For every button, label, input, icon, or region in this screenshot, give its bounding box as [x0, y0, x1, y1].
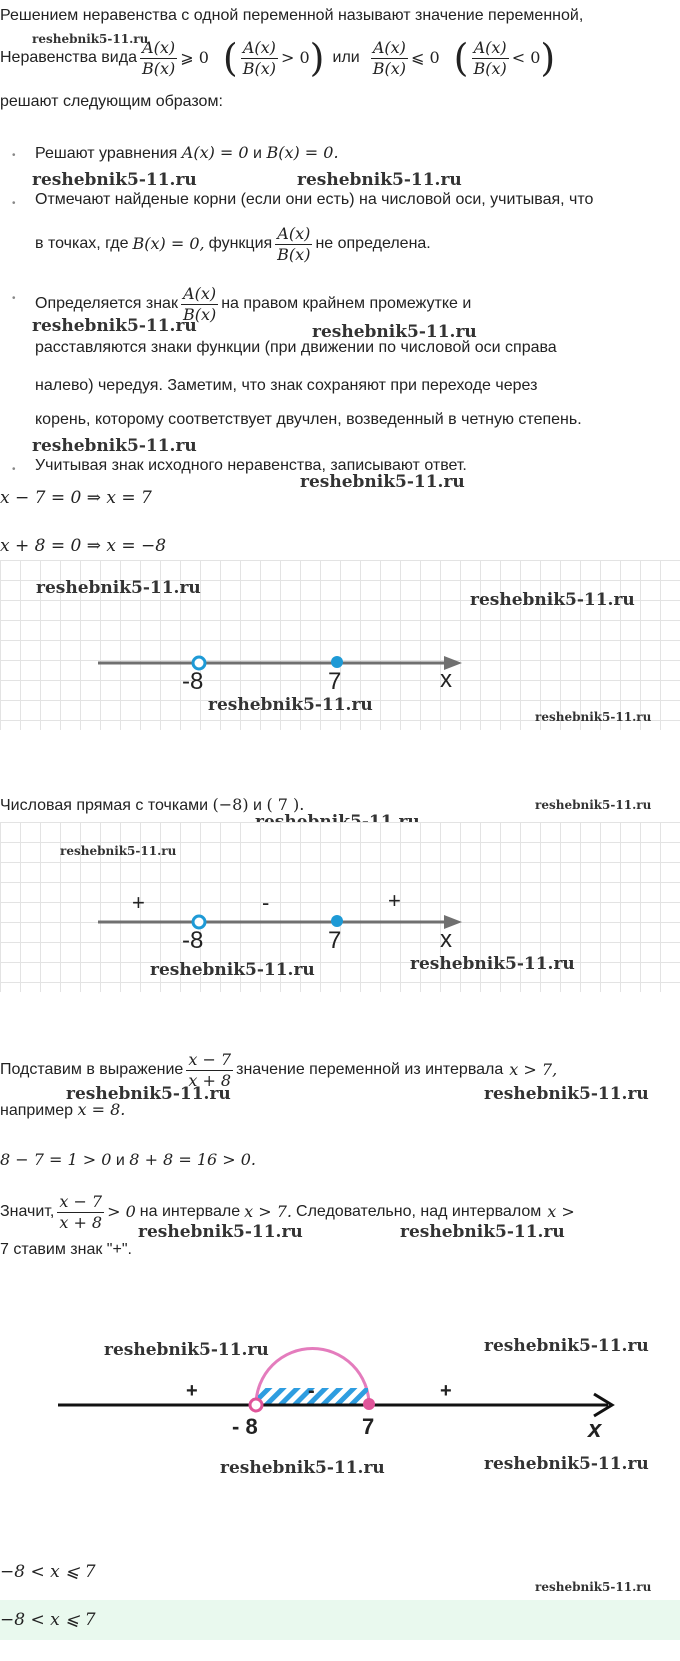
intro-line1: Решением неравенства с одной переменной называют значение переменной, [0, 7, 584, 24]
step-3-line2: расставляются знаки функции (при движении по числовой оси справа [35, 339, 557, 356]
point-label-7: 7 [328, 668, 342, 695]
watermark: reshebnik5-11.ru [150, 960, 315, 980]
fraction-ax-bx: $\frac{A(x)}{B(x)}$ [182, 283, 217, 324]
closed-point-7 [363, 1398, 375, 1410]
watermark: reshebnik5-11.ru [535, 1580, 652, 1594]
fraction-ax-bx: $\frac{A(x)}{B(x)}$ [372, 37, 406, 78]
step-4: Учитывая знак исходного неравенства, записывают ответ. [35, 457, 467, 474]
lt-zero: < 0 [511, 48, 541, 67]
number-line-3 [0, 1300, 680, 1480]
step-1: Решают уравнения A(x) = 0 и B(x) = 0. [35, 143, 339, 162]
step-2-line2: в точках, где B(x) = 0, функция $\frac{A(x)}{B(x)}$ не определена. [35, 223, 431, 264]
watermark: reshebnik5-11.ru [60, 844, 177, 858]
sign-plus-right: + [440, 1380, 452, 1402]
watermark: reshebnik5-11.ru [32, 316, 197, 336]
watermark: reshebnik5-11.ru [104, 1340, 269, 1360]
step-3-line4: корень, которому соответствует двучлен, возведенный в четную степень. [35, 411, 582, 428]
bullet: • [12, 198, 16, 209]
answer-line: −8 < x ⩽ 7 [0, 1562, 96, 1582]
point-label-minus8: - 8 [232, 1414, 258, 1439]
fraction-x-minus-7-over-x-plus-8: $\frac{x - 7}{x + 8}$ [59, 1191, 103, 1232]
sign-plus-left: + [186, 1380, 198, 1402]
point-label-minus8: -8 [182, 927, 204, 954]
number-line-2 [0, 822, 680, 992]
caption-1: Числовая прямая с точками (−8) и ( 7 ). [0, 795, 305, 814]
point-label-minus8: -8 [182, 668, 204, 695]
axis-label-x: x [440, 926, 452, 953]
sign-plus-right: + [388, 888, 401, 913]
intro-line2-start: Неравенства вида [0, 49, 137, 66]
step-3-line1: Определяется знак $\frac{A(x)}{B(x)}$ на правом крайнем промежутке и [35, 283, 472, 324]
geq-zero: ⩾ 0 [180, 48, 209, 67]
open-point-minus8 [250, 1399, 262, 1411]
point-label-7: 7 [362, 1414, 375, 1439]
fraction-ax-bx: $\frac{A(x)}{B(x)}$ [141, 37, 176, 78]
bullet: • [12, 293, 16, 304]
bullet: • [12, 150, 16, 161]
watermark: reshebnik5-11.ru [535, 798, 652, 812]
fraction-ax-bx: $\frac{A(x)}{B(x)}$ [242, 37, 276, 78]
watermark: reshebnik5-11.ru [208, 695, 373, 715]
equation-1: x − 7 = 0 ⇒ x = 7 [0, 488, 152, 508]
watermark: reshebnik5-11.ru [32, 436, 197, 456]
step-2-line1: Отмечают найденые корни (если они есть) на числовой оси, учитывая, что [35, 191, 594, 208]
sign-minus-middle: - [308, 1380, 315, 1402]
step-3-line3: налево) чередуя. Заметим, что знак сохраняют при переходе через [35, 377, 538, 394]
equation-2: x + 8 = 0 ⇒ x = −8 [0, 536, 167, 556]
leq-zero: ⩽ 0 [410, 48, 440, 67]
closed-point-7 [331, 915, 343, 927]
watermark: reshebnik5-11.ru [484, 1454, 649, 1474]
sign-minus-middle: - [262, 890, 270, 915]
conclusion-line2: 7 ставим знак "+". [0, 1241, 132, 1258]
closed-point-7 [331, 656, 343, 668]
watermark: reshebnik5-11.ru [312, 322, 477, 342]
paren-close: ) [309, 36, 325, 80]
number-line-1 [0, 560, 680, 730]
or-word: или [332, 49, 360, 66]
substitute-line2: например x = 8. [0, 1100, 126, 1119]
watermark: reshebnik5-11.ru [400, 1222, 565, 1242]
watermark: reshebnik5-11.ru [32, 32, 149, 46]
watermark: reshebnik5-11.ru [297, 170, 462, 190]
point-label-7: 7 [328, 927, 342, 954]
answer-box [0, 1600, 680, 1640]
intro-line3: решают следующим образом: [0, 93, 223, 110]
watermark: reshebnik5-11.ru [300, 472, 465, 492]
axis-label-x: x [440, 666, 452, 693]
axis-svg [0, 1300, 680, 1480]
answer-boxed: −8 < x ⩽ 7 [0, 1610, 96, 1630]
watermark: reshebnik5-11.ru [410, 954, 575, 974]
calc-line: 8 − 7 = 1 > 0 и 8 + 8 = 16 > 0. [0, 1150, 257, 1169]
watermark: reshebnik5-11.ru [66, 1084, 231, 1104]
watermark: reshebnik5-11.ru [484, 1084, 649, 1104]
paren-open: ( [453, 36, 469, 80]
watermark: reshebnik5-11.ru [484, 1336, 649, 1356]
watermark: reshebnik5-11.ru [138, 1222, 303, 1242]
substitute-line1: Подставим в выражение $\frac{x - 7}{x + 8}$ значение переменной из интервала x > 7, [0, 1049, 558, 1090]
watermark: reshebnik5-11.ru [36, 578, 201, 598]
watermark: reshebnik5-11.ru [470, 590, 635, 610]
intro-line2 [0, 30, 555, 86]
axis-label-x: x [588, 1416, 602, 1443]
fraction-x-minus-7-over-x-plus-8: $\frac{x - 7}{x + 8}$ [188, 1049, 232, 1090]
watermark: reshebnik5-11.ru [220, 1458, 385, 1478]
bullet: • [12, 464, 16, 475]
paren-open: ( [222, 36, 238, 80]
watermark: reshebnik5-11.ru [535, 710, 652, 724]
gt-zero: > 0 [281, 48, 310, 67]
fraction-ax-bx: $\frac{A(x)}{B(x)}$ [277, 223, 311, 264]
watermark: reshebnik5-11.ru [32, 170, 197, 190]
fraction-ax-bx: $\frac{A(x)}{B(x)}$ [473, 37, 507, 78]
conclusion-line1: Значит, $\frac{x - 7}{x + 8}$ > 0 на интервале x > 7. Следовательно, над интервалом x > [0, 1191, 575, 1232]
sign-plus-left: + [132, 890, 145, 915]
paren-close: ) [540, 36, 556, 80]
